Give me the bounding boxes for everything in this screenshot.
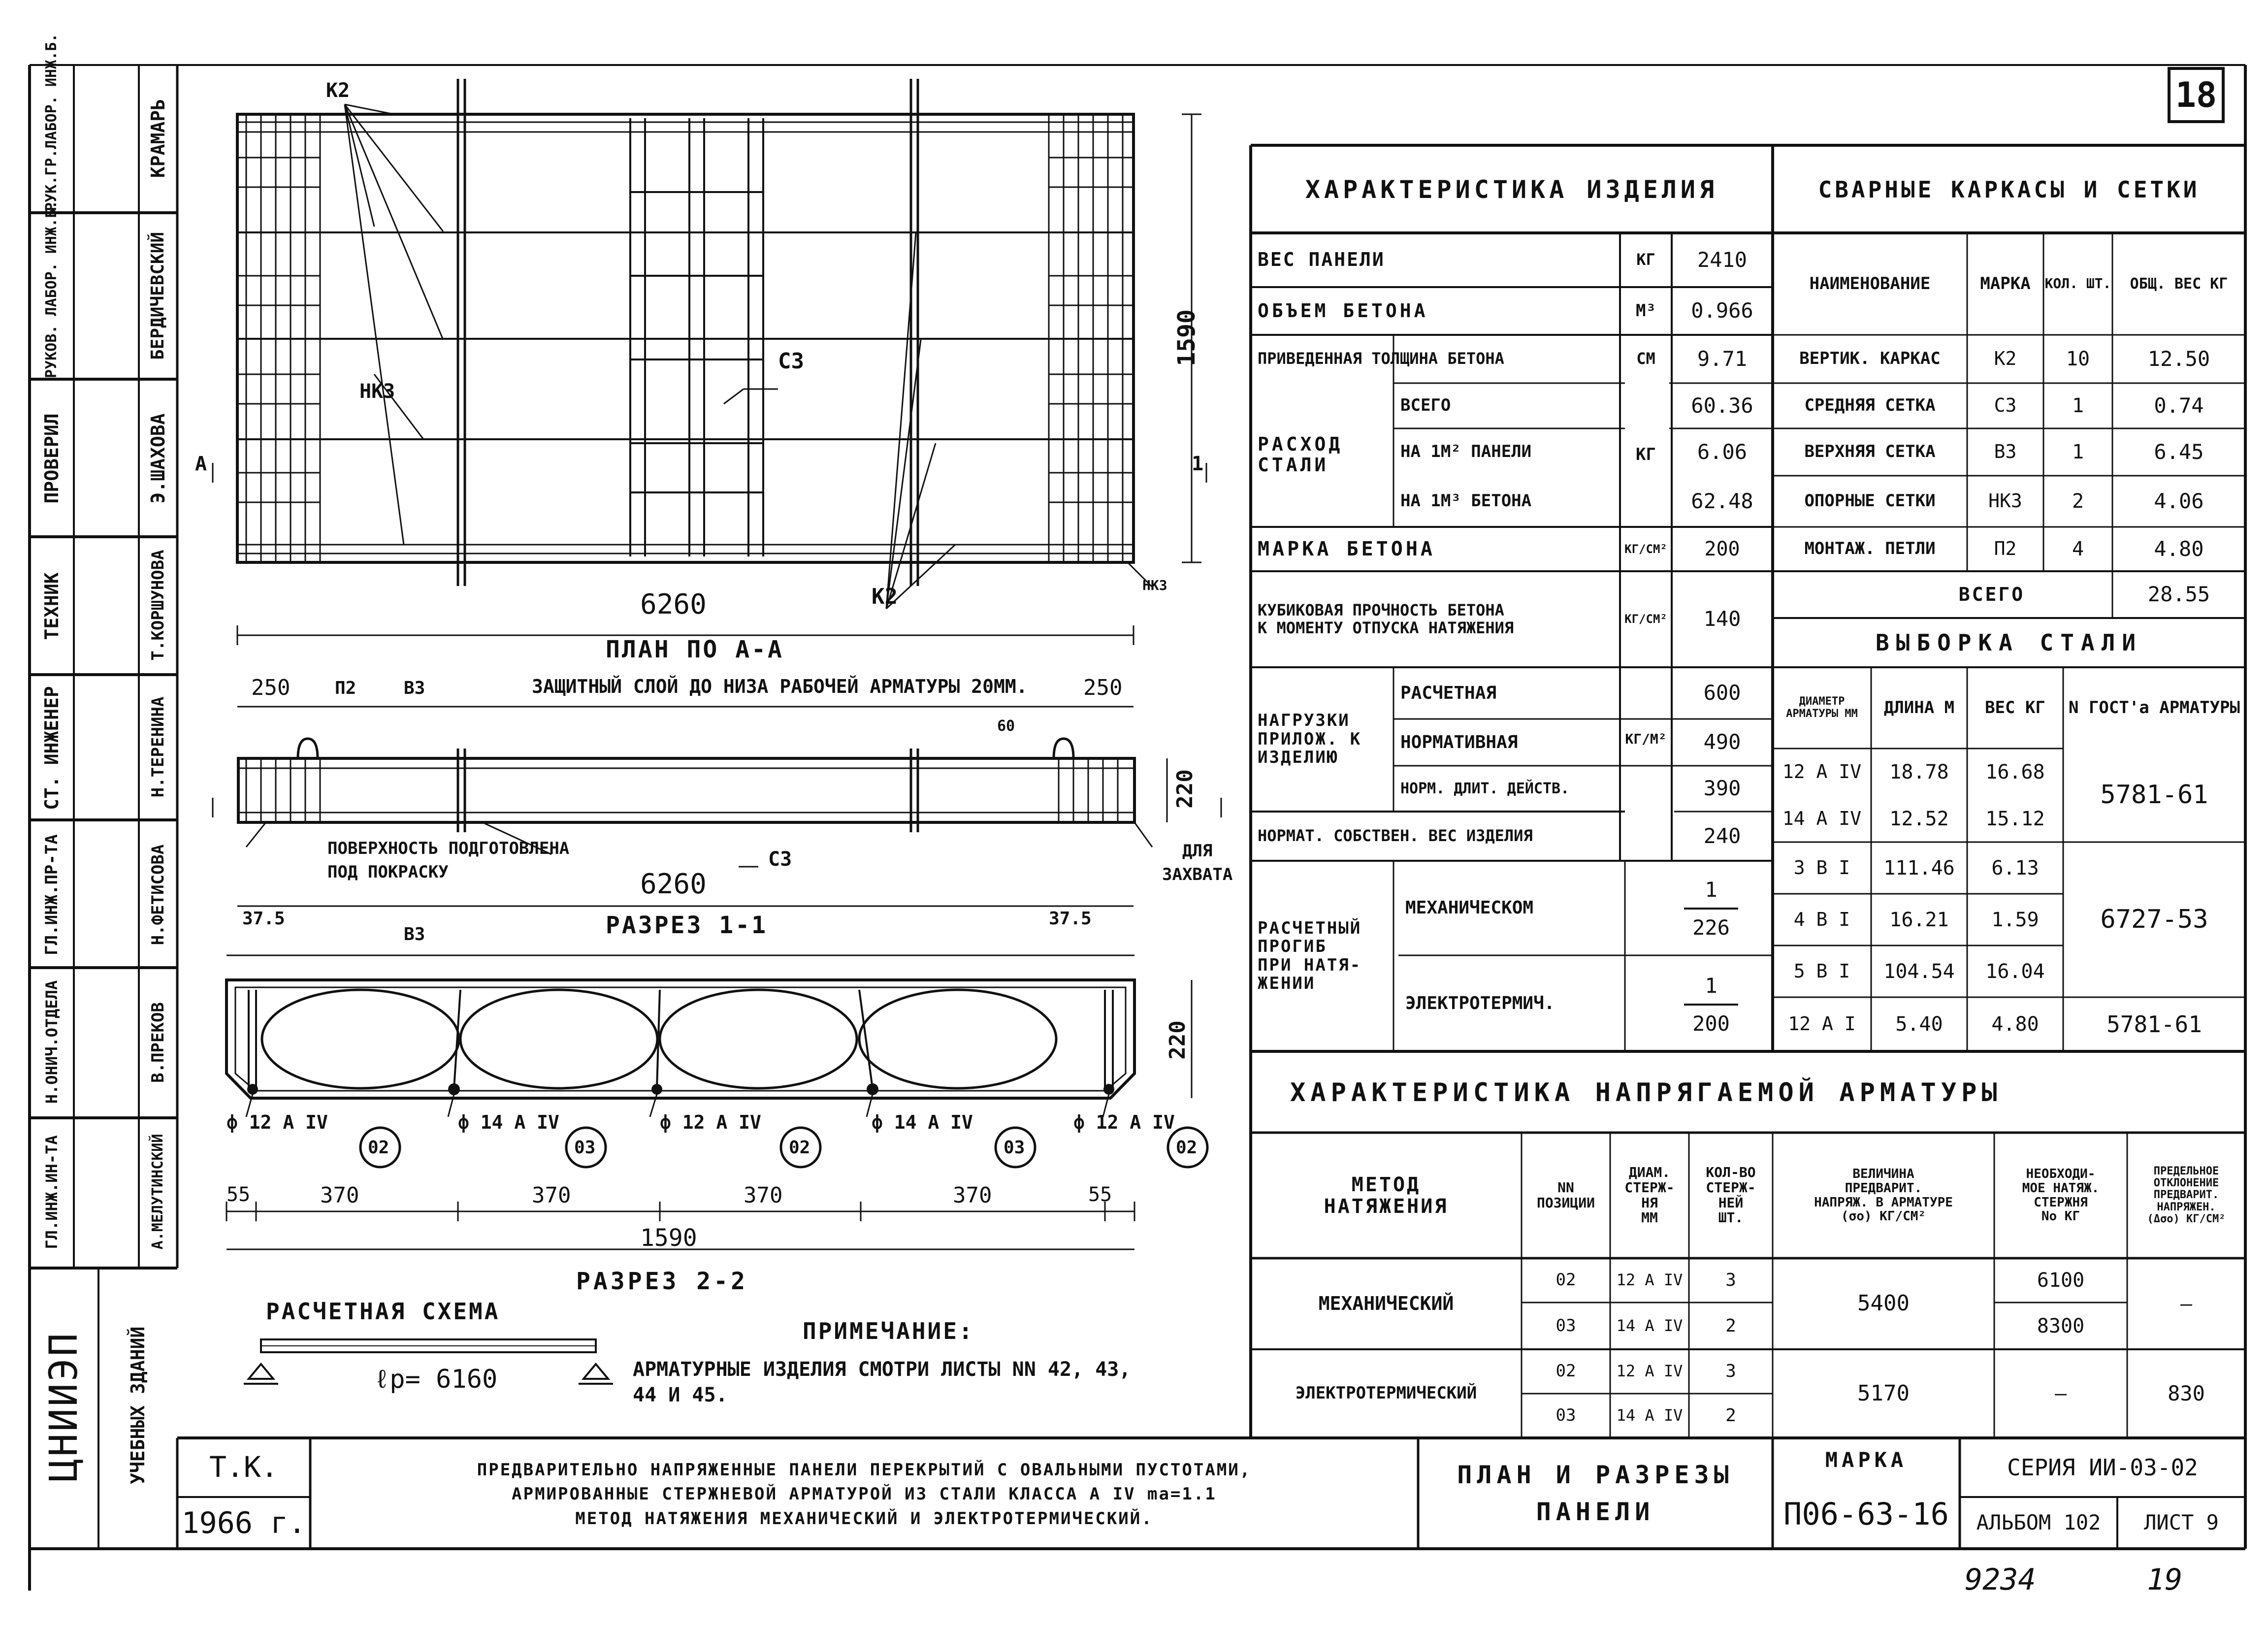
row-label: МАРКА БЕТОНА (1258, 538, 1435, 560)
table-cell: МОНТАЖ. ПЕТЛИ (1804, 539, 1936, 559)
column-header: NN ПОЗИЦИИ (1536, 1179, 1595, 1211)
label-p2: П2 (335, 678, 356, 698)
row-label: ВЕС ПАНЕЛИ (1258, 249, 1385, 271)
stamp-name: В.ПРЕКОВ (148, 1002, 168, 1083)
table-cell: 1 (2072, 394, 2084, 417)
row-sublabel: НОРМАТИВНАЯ (1400, 732, 1518, 752)
row-sublabel: РАСЧЕТНАЯ (1400, 683, 1497, 703)
column-header: НАИМЕНОВАНИЕ (1809, 273, 1931, 293)
table-cell: 16.68 (1985, 760, 2045, 783)
position-marker: 02 (368, 1138, 389, 1158)
table-cell: СРЕДНЯЯ СЕТКА (1804, 395, 1936, 416)
sheet-number: 18 (2168, 67, 2225, 123)
rebar-diameter: ф 12 А IV (1073, 1111, 1175, 1133)
table-cell: 2 (2072, 490, 2084, 513)
column-header: ОБЩ. ВЕС КГ (2130, 275, 2228, 293)
sheet-label: ЛИСТ 9 (2144, 1510, 2219, 1535)
product-mark: П06-63-16 (1783, 1496, 1949, 1532)
row-value: 6.06 (1697, 439, 1748, 464)
row-unit: КГ/М² (1625, 731, 1667, 748)
label-c3: С3 (768, 848, 792, 871)
row-label: КУБИКОВАЯ ПРОЧНОСТЬ БЕТОНА К МОМЕНТУ ОТПУСКА НАТЯЖЕНИЯ (1258, 601, 1514, 637)
table-title: ХАРАКТЕРИСТИКА НАПРЯГАЕМОЙ АРМАТУРЫ (1290, 1078, 2002, 1108)
table-cell: — (2054, 1382, 2067, 1405)
table-cell: С3 (1994, 394, 2017, 417)
table-cell: 4 (2072, 538, 2084, 560)
plan-length: 6260 (640, 588, 707, 620)
label-k2: К2 (872, 584, 898, 609)
table-cell: 12 А I (1788, 1013, 1856, 1035)
row-label: НОРМАТ. СОБСТВЕН. ВЕС ИЗДЕЛИЯ (1258, 826, 1533, 846)
stamp-role: РУКОВ. ЛАБОР. ИНЖ.Б. (43, 200, 60, 378)
row-value: 140 (1703, 607, 1741, 631)
rebar-diameter: ф 14 А IV (872, 1111, 973, 1133)
table-cell: 5.40 (1895, 1013, 1943, 1036)
scheme-title: РАСЧЕТНАЯ СХЕМА (266, 1298, 500, 1325)
row-unit: КГ (1636, 250, 1655, 269)
table-cell: 2 (1725, 1315, 1736, 1336)
stamp-role: Н.ОНИЧ.ОТДЕЛА (42, 980, 61, 1104)
table-cell: 14 А IV (1782, 807, 1862, 829)
stamp-role: ТЕХНИК (41, 572, 63, 640)
label-k2: К2 (326, 79, 350, 102)
gost-number: 5781-61 (2106, 1010, 2202, 1038)
table-cell: 830 (2168, 1381, 2205, 1405)
series: СЕРИЯ ИИ-03-02 (2007, 1454, 2198, 1481)
column-header: КОЛ-ВО СТЕРЖ- НЕЙ ШТ. (1706, 1164, 1756, 1226)
row-label: РАСХОД СТАЛИ (1258, 433, 1343, 476)
year: 1966 г. (181, 1505, 306, 1540)
handwritten-page: 19 (2147, 1563, 2183, 1597)
note-text: АРМАТУРНЫЕ ИЗДЕЛИЯ СМОТРИ ЛИСТЫ NN 42, 43, 44 И 45. (633, 1358, 1131, 1406)
row-value: 200 (1704, 538, 1740, 560)
table-cell: — (2180, 1292, 2193, 1315)
position-marker: 03 (1004, 1138, 1025, 1158)
column-header: НЕОБХОДИ- МОЕ НАТЯЖ. СТЕРЖНЯ Nо КГ (2022, 1167, 2100, 1224)
column-header: МАРКА (1980, 273, 2031, 293)
table-cell: НК3 (1988, 490, 2022, 512)
deflection-denominator: 200 (1692, 1011, 1730, 1036)
label-c3: С3 (778, 349, 804, 374)
row-value: 390 (1703, 776, 1741, 801)
plan-height: 1590 (1173, 309, 1200, 366)
stamp-name: Э.ШАХОВА (147, 413, 169, 504)
row-value: 62.48 (1691, 489, 1753, 513)
column-header: ДИАМ. СТЕРЖ- НЯ ММ (1624, 1164, 1675, 1226)
deflection-denominator: 226 (1692, 915, 1730, 940)
section-cut-1: А (195, 453, 207, 475)
row-sublabel: НА 1М³ БЕТОНА (1400, 491, 1532, 511)
stamp-name: А.МЕЛУТИНСКИЙ (149, 1134, 166, 1250)
row-unit: КГ (1636, 445, 1656, 465)
table-title: ХАРАКТЕРИСТИКА ИЗДЕЛИЯ (1305, 175, 1718, 204)
section-width: 1590 (640, 1224, 697, 1252)
table-cell: 16.21 (1889, 908, 1949, 931)
row-sublabel: ВСЕГО (1400, 395, 1451, 416)
row-sublabel: НА 1М² ПАНЕЛИ (1400, 442, 1532, 462)
table-cell: 14 А IV (1616, 1316, 1683, 1335)
row-sublabel: ЭЛЕКТРОТЕРМИЧ. (1405, 993, 1555, 1013)
column-header: МЕТОД НАТЯЖЕНИЯ (1324, 1173, 1449, 1218)
method-label: МЕХАНИЧЕСКИЙ (1318, 1292, 1454, 1314)
row-label: РАСЧЕТНЫЙ ПРОГИБ ПРИ НАТЯ- ЖЕНИИ (1258, 918, 1362, 993)
table-cell: 3 (1725, 1361, 1736, 1382)
table-cell: 12 А IV (1616, 1362, 1683, 1381)
table-cell: 4.80 (2154, 536, 2204, 561)
column-header: КОЛ. ШТ. (2044, 275, 2111, 292)
table-cell: ВЕРТИК. КАРКАС (1799, 349, 1941, 369)
stamp-role: РУК.ГР.ЛАБОР. ИНЖ.Б. (43, 33, 60, 211)
rebar-diameter: ф 12 А IV (660, 1111, 761, 1133)
surface-note: ПОВЕРХНОСТЬ ПОДГОТОВЛЕНА ПОД ПОКРАСКУ (327, 839, 570, 882)
table-cell: 5400 (1857, 1291, 1910, 1316)
row-label: ОБЪЕМ БЕТОНА (1258, 299, 1428, 322)
deflection-numerator: 1 (1705, 974, 1717, 998)
handwritten-number: 9234 (1965, 1563, 2036, 1597)
dim-250: 250 (251, 675, 291, 700)
table-cell: 03 (1555, 1405, 1576, 1426)
dim-370: 370 (320, 1183, 359, 1208)
table-cell: 12.52 (1889, 807, 1949, 830)
album: АЛЬБОМ 102 (1976, 1510, 2101, 1535)
table-title: ВЫБОРКА СТАЛИ (1875, 629, 2143, 656)
dim-60: 60 (997, 717, 1015, 735)
dim-220: 220 (1172, 769, 1198, 809)
rebar-diameter: ф 12 А IV (227, 1111, 328, 1133)
label-v3: В3 (404, 678, 425, 698)
row-sublabel: НОРМ. ДЛИТ. ДЕЙСТВ. (1400, 780, 1570, 797)
table-cell: ОПОРНЫЕ СЕТКИ (1804, 491, 1936, 511)
stamp-name: БЕРДИЧЕВСКИЙ (148, 231, 168, 360)
stamp-role: ГЛ.ИНЖ.ИН-ТА (42, 1135, 61, 1249)
table-cell: 10 (2066, 348, 2090, 370)
rebar-diameter: ф 14 А IV (458, 1111, 559, 1133)
label-v3: В3 (404, 924, 425, 945)
position-marker: 03 (574, 1138, 596, 1158)
column-header: N ГОСТ'а АРМАТУРЫ (2069, 697, 2240, 717)
table-cell: 15.12 (1985, 807, 2045, 830)
table-cell: 111.46 (1883, 856, 1955, 880)
position-marker: 02 (1176, 1138, 1198, 1158)
row-value: 60.36 (1691, 393, 1753, 418)
table-cell: 18.78 (1889, 760, 1949, 783)
table-cell: 3 В I (1793, 856, 1850, 879)
label-nk3: НК3 (359, 380, 395, 403)
table-cell: 4.06 (2154, 489, 2204, 513)
table-cell: 12 А IV (1616, 1271, 1683, 1290)
sheet-description: ПРЕДВАРИТЕЛЬНО НАПРЯЖЕННЫЕ ПАНЕЛИ ПЕРЕКРЫТИЙ С ОВАЛЬНЫМИ ПУСТОТАМИ, АРМИРОВАННЫЕ СТЕРЖНЕВОЙ АРМАТУРОЙ ИЗ СТАЛИ КЛАССА А IV mа=1.1 МЕТОД НАТЯЖЕНИЯ МЕХАНИЧЕСКИЙ И ЭЛЕКТРОТЕРМИЧЕСКИЙ. (477, 1460, 1252, 1529)
note-title: ПРИМЕЧАНИЕ: (803, 1318, 974, 1344)
section-title-1-1: РАЗРЕЗ 1-1 (606, 912, 768, 939)
dim-55: 55 (227, 1183, 251, 1206)
position-marker: 02 (789, 1138, 810, 1158)
table-cell: 6.13 (1991, 856, 2039, 880)
row-unit: КГ/СМ² (1624, 612, 1667, 626)
row-value: 9.71 (1697, 346, 1748, 371)
dim-370: 370 (953, 1183, 992, 1208)
tk-label: Т.К. (209, 1450, 278, 1484)
stamp-name: Н.ФЕТИСОВА (148, 844, 168, 945)
table-title: СВАРНЫЕ КАРКАСЫ И СЕТКИ (1818, 176, 2200, 203)
grip-note: ДЛЯ ЗАХВАТА (1162, 841, 1233, 884)
column-header: ВЕС КГ (1985, 697, 2045, 717)
sheet-title: ПЛАН И РАЗРЕЗЫ ПАНЕЛИ (1457, 1460, 1734, 1526)
table-cell: П2 (1994, 538, 2017, 560)
total-value: 28.55 (2147, 582, 2210, 607)
cover-note: ЗАЩИТНЫЙ СЛОЙ ДО НИЗА РАБОЧЕЙ АРМАТУРЫ 20ММ. (532, 676, 1028, 697)
column-header: ВЕЛИЧИНА ПРЕДВАРИТ. НАПРЯЖ. В АРМАТУРЕ (σо) КГ/СМ² (1814, 1167, 1953, 1224)
table-cell: ВЕРХНЯЯ СЕТКА (1804, 442, 1936, 462)
table-cell: В3 (1994, 441, 2017, 463)
row-label: НАГРУЗКИ ПРИЛОЖ. К ИЗДЕЛИЮ (1258, 711, 1362, 768)
column-header: ДИАМЕТР АРМАТУРЫ ММ (1786, 695, 1858, 720)
table-cell: 03 (1555, 1315, 1576, 1336)
stamp-role: ПРОВЕРИЛ (41, 413, 63, 504)
table-cell: 1 (2072, 441, 2084, 463)
dim-55: 55 (1088, 1183, 1112, 1206)
table-cell: 5 В I (1793, 960, 1850, 982)
table-cell: 12 А IV (1782, 760, 1862, 782)
row-value: 2410 (1697, 247, 1748, 272)
table-cell: 12.50 (2147, 346, 2210, 371)
column-header: ДЛИНА М (1883, 697, 1955, 717)
stamp-role: ГЛ.ИНЖ.ПР-ТА (42, 834, 62, 955)
gost-number: 5781-61 (2100, 780, 2208, 810)
row-label: ПРИВЕДЕННАЯ ТОЛЩИНА БЕТОНА (1258, 349, 1504, 368)
stamp-role: СТ. ИНЖЕНЕР (41, 686, 63, 810)
total-label: ВСЕГО (1958, 583, 2025, 605)
table-cell: 104.54 (1883, 960, 1955, 983)
row-value: 490 (1703, 730, 1741, 754)
organization-name: ЦНИИЭП (42, 1331, 86, 1482)
table-cell: 4 В I (1793, 908, 1850, 930)
row-unit: М³ (1636, 300, 1656, 321)
method-label: ЭЛЕКТРОТЕРМИЧЕСКИЙ (1295, 1383, 1477, 1403)
row-value: 600 (1703, 681, 1741, 705)
plan-title: ПЛАН ПО А-А (606, 636, 784, 663)
table-cell: 16.04 (1985, 960, 2045, 983)
section-title-2-2: РАЗРЕЗ 2-2 (576, 1268, 748, 1295)
dim-250: 250 (1083, 675, 1123, 700)
dim-37-5: 37.5 (1049, 909, 1092, 929)
mark-label: МАРКА (1825, 1447, 1908, 1472)
table-cell: 3 (1725, 1270, 1736, 1291)
table-cell: 0.74 (2154, 393, 2204, 418)
dim-370: 370 (532, 1183, 571, 1208)
stamp-name: Н.ТЕРЕНИНА (148, 696, 168, 798)
row-value: 240 (1703, 823, 1741, 848)
deflection-numerator: 1 (1705, 878, 1717, 902)
table-cell: 6100 (2037, 1269, 2085, 1292)
stamp-name: Т.КОРШУНОВА (148, 550, 168, 661)
table-cell: 1.59 (1991, 908, 2039, 931)
stamp-name: КРАМАРЬ (147, 98, 169, 178)
column-header: ПРЕДЕЛЬНОЕ ОТКЛОНЕНИЕ ПРЕДВАРИТ. НАПРЯЖЕН. (Δσо) КГ/СМ² (2147, 1165, 2226, 1225)
row-sublabel: МЕХАНИЧЕСКОМ (1405, 898, 1534, 918)
table-cell: 02 (1555, 1270, 1576, 1290)
table-cell: 8300 (2037, 1314, 2085, 1337)
row-value: 0.966 (1691, 298, 1753, 323)
section-length: 6260 (640, 868, 707, 900)
dim-370: 370 (744, 1183, 783, 1208)
dim-37-5: 37.5 (242, 909, 285, 929)
scheme-span: ℓр= 6160 (374, 1365, 498, 1394)
organization-subtitle: УЧЕБНЫХ ЗДАНИЙ (127, 1326, 149, 1484)
dim-220: 220 (1165, 1020, 1190, 1060)
table-cell: К2 (1994, 348, 2017, 370)
table-cell: 5170 (1857, 1380, 1910, 1406)
table-cell: 2 (1725, 1405, 1736, 1426)
row-unit: КГ/СМ² (1624, 542, 1667, 556)
label-nk3: НК3 (1142, 577, 1167, 593)
table-cell: 14 А IV (1616, 1406, 1683, 1425)
table-cell: 4.80 (1991, 1013, 2039, 1036)
row-unit: СМ (1636, 349, 1655, 368)
gost-number: 6727-53 (2100, 904, 2208, 934)
section-cut-1: 1 (1192, 453, 1204, 475)
table-cell: 6.45 (2154, 439, 2204, 464)
table-cell: 02 (1555, 1361, 1576, 1381)
